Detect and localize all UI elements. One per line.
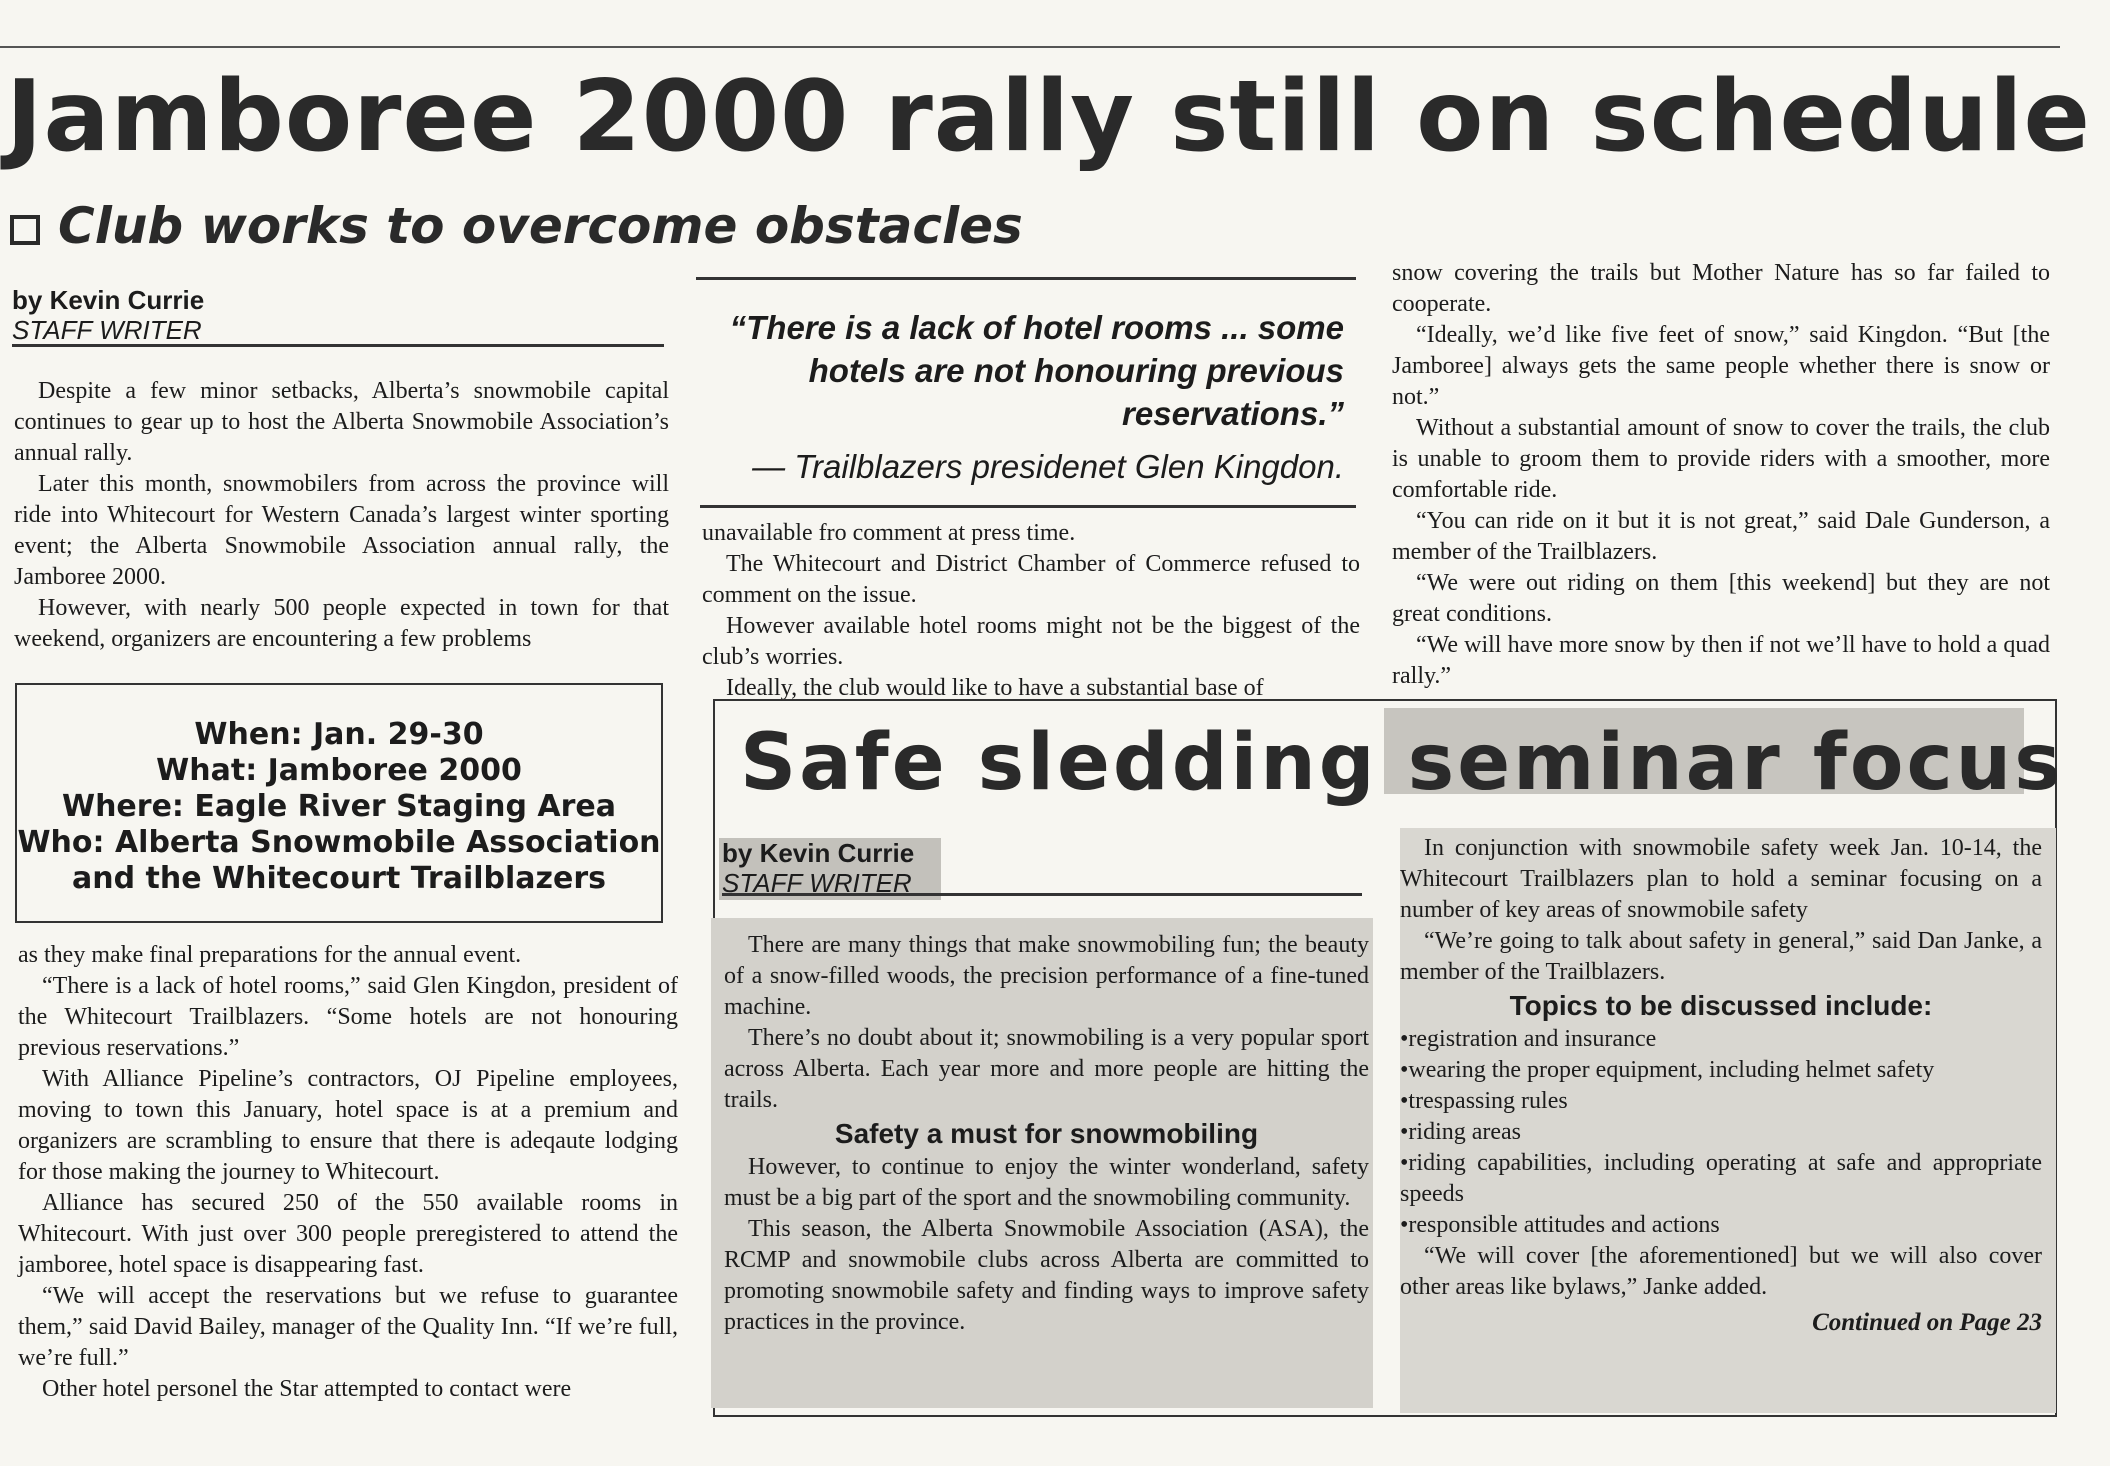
paragraph: Other hotel personel the Star attempted to contact were xyxy=(42,1376,572,1402)
byline-name: by Kevin Currie xyxy=(722,838,915,868)
list-item: • responsible attitudes and actions xyxy=(1400,1210,2042,1241)
pull-quote-attribution: — Trailblazers presidenet Glen Kingdon. xyxy=(752,448,1344,485)
paragraph: In conjunction with snowmobile safety week Jan. 10-14, the Whitecourt Trailblazers plan to hold a seminar focusing on a number of key areas of snowmobile safety xyxy=(1400,835,2042,923)
byline-rule xyxy=(12,344,664,347)
article-2-byline xyxy=(722,838,1362,898)
pull-quote xyxy=(700,306,1344,488)
paragraph: Ideally, the club would like to have a substantial base of xyxy=(726,675,1264,701)
paragraph: Alliance has secured 250 of the 550 available rooms in Whitecourt. With just over 300 people preregistered to attend the jamboree, hotel space is disappearing fast. xyxy=(18,1190,678,1278)
list-item: • riding areas xyxy=(1400,1117,2042,1148)
paragraph: Later this month, snowmobilers from across the province will ride into Whitecourt for Western Canada’s largest winter sporting event; the Alberta Snowmobile Association annual rally, the Jamboree 2000. xyxy=(14,471,669,590)
deck-text: Club works to overcome obstacles xyxy=(58,197,1023,255)
paragraph: unavailable fro comment at press time. xyxy=(702,520,1076,546)
fact-box xyxy=(15,683,663,923)
pullquote-bottom-rule xyxy=(700,505,1356,508)
fact-when: When: Jan. 29-30 xyxy=(194,717,484,752)
paragraph: However, to continue to enjoy the winter wonderland, safety must be a big part of the sport and the snowmobiling community. xyxy=(724,1154,1369,1211)
paragraph: “We will accept the reservations but we refuse to guarantee them,” said David Bailey, manager of the Quality Inn. “If we’re full, we’re full.” xyxy=(18,1283,678,1371)
article-2-headline: Safe sledding seminar focus xyxy=(740,718,2064,808)
pull-quote-text: “There is a lack of hotel rooms ... some hotels are not honouring previous reservations.” xyxy=(729,309,1344,432)
topics-list xyxy=(1400,1024,2042,1241)
paragraph: With Alliance Pipeline’s contractors, OJ Pipeline employees, moving to town this January, hotel space is at a premium and organizers are scrambling to ensure that there is adeqaute lodging for those making the journey to Whitecourt. xyxy=(18,1066,678,1185)
byline xyxy=(12,285,664,345)
paragraph: Despite a few minor setbacks, Alberta’s snowmobile capital continues to gear up to host the Alberta Snowmobile Association’s annual rally. xyxy=(14,378,669,466)
paragraph: snow covering the trails but Mother Nature has so far failed to cooperate. xyxy=(1392,260,2050,317)
continued-note: Continued on Page 23 xyxy=(1812,1309,2042,1336)
fact-what: What: Jamboree 2000 xyxy=(156,753,522,788)
subhead: Topics to be discussed include: xyxy=(1509,990,1933,1021)
paragraph: Without a substantial amount of snow to cover the trails, the club is unable to groom them to provide riders with a smoother, more comfortable ride. xyxy=(1392,415,2050,503)
list-item: • wearing the proper equipment, including helmet safety xyxy=(1400,1055,2042,1086)
list-item: • riding capabilities, including operating at safe and appropriate speeds xyxy=(1400,1148,2042,1210)
paragraph: “We will have more snow by then if not we’ll have to hold a quad rally.” xyxy=(1392,632,2050,689)
byline-role: STAFF WRITER xyxy=(722,868,912,898)
fact-who-continued: and the Whitecourt Trailblazers xyxy=(72,861,606,896)
paragraph: “We’re going to talk about safety in general,” said Dan Janke, a member of the Trailblazers. xyxy=(1400,928,2042,985)
byline-role: STAFF WRITER xyxy=(12,315,202,345)
pullquote-top-rule xyxy=(696,277,1356,280)
paragraph: “We will cover [the aforementioned] but we will also cover other areas like bylaws,” Janke added. xyxy=(1400,1243,2042,1300)
subhead: Safety a must for snowmobiling xyxy=(834,1118,1259,1149)
top-rule xyxy=(0,46,2060,48)
list-item: • trespassing rules xyxy=(1400,1086,2042,1117)
paragraph: There are many things that make snowmobiling fun; the beauty of a snow-filled woods, the precision performance of a fine-tuned machine. xyxy=(724,932,1369,1020)
article-2-right-column xyxy=(1400,833,2042,1338)
paragraph: “Ideally, we’d like five feet of snow,” said Kingdon. “But [the Jamboree] always gets the same people whether there is snow or not.” xyxy=(1392,322,2050,410)
article-2-byline-rule xyxy=(722,893,1362,896)
deck xyxy=(10,196,1023,256)
headline: Jamboree 2000 rally still on schedule xyxy=(6,60,2091,174)
paragraph: There’s no doubt about it; snowmobiling is a very popular sport across Alberta. Each year more and more people are hitting the trails. xyxy=(724,1025,1369,1113)
paragraph: “You can ride on it but it is not great,” said Dale Gunderson, a member of the Trailblazers. xyxy=(1392,508,2050,565)
paragraph: as they make final preparations for the annual event. xyxy=(18,942,522,968)
column-3 xyxy=(1392,258,2050,692)
article-2-left-column xyxy=(724,930,1369,1338)
paragraph: “There is a lack of hotel rooms,” said Glen Kingdon, president of the Whitecourt Trailblazers. “Some hotels are not honouring previous reservations.” xyxy=(18,973,678,1061)
column-1-bottom xyxy=(18,940,678,1405)
column-2 xyxy=(702,518,1360,704)
fact-who: Who: Alberta Snowmobile Association xyxy=(17,825,661,860)
column-1-top xyxy=(14,376,669,655)
paragraph: This season, the Alberta Snowmobile Association (ASA), the RCMP and snowmobile clubs across Alberta are committed to promoting snowmobile safety and finding ways to improve safety practices in the province. xyxy=(724,1216,1369,1335)
paragraph: However available hotel rooms might not be the biggest of the club’s worries. xyxy=(702,613,1360,670)
list-item: • registration and insurance xyxy=(1400,1024,2042,1055)
byline-name: by Kevin Currie xyxy=(12,285,205,315)
paragraph: “We were out riding on them [this weekend] but they are not great conditions. xyxy=(1392,570,2050,627)
fact-where: Where: Eagle River Staging Area xyxy=(61,789,617,824)
paragraph: However, with nearly 500 people expected in town for that weekend, organizers are encountering a few problems xyxy=(14,595,669,652)
paragraph: The Whitecourt and District Chamber of Commerce refused to comment on the issue. xyxy=(702,551,1360,608)
checkbox-square-icon xyxy=(10,215,40,245)
